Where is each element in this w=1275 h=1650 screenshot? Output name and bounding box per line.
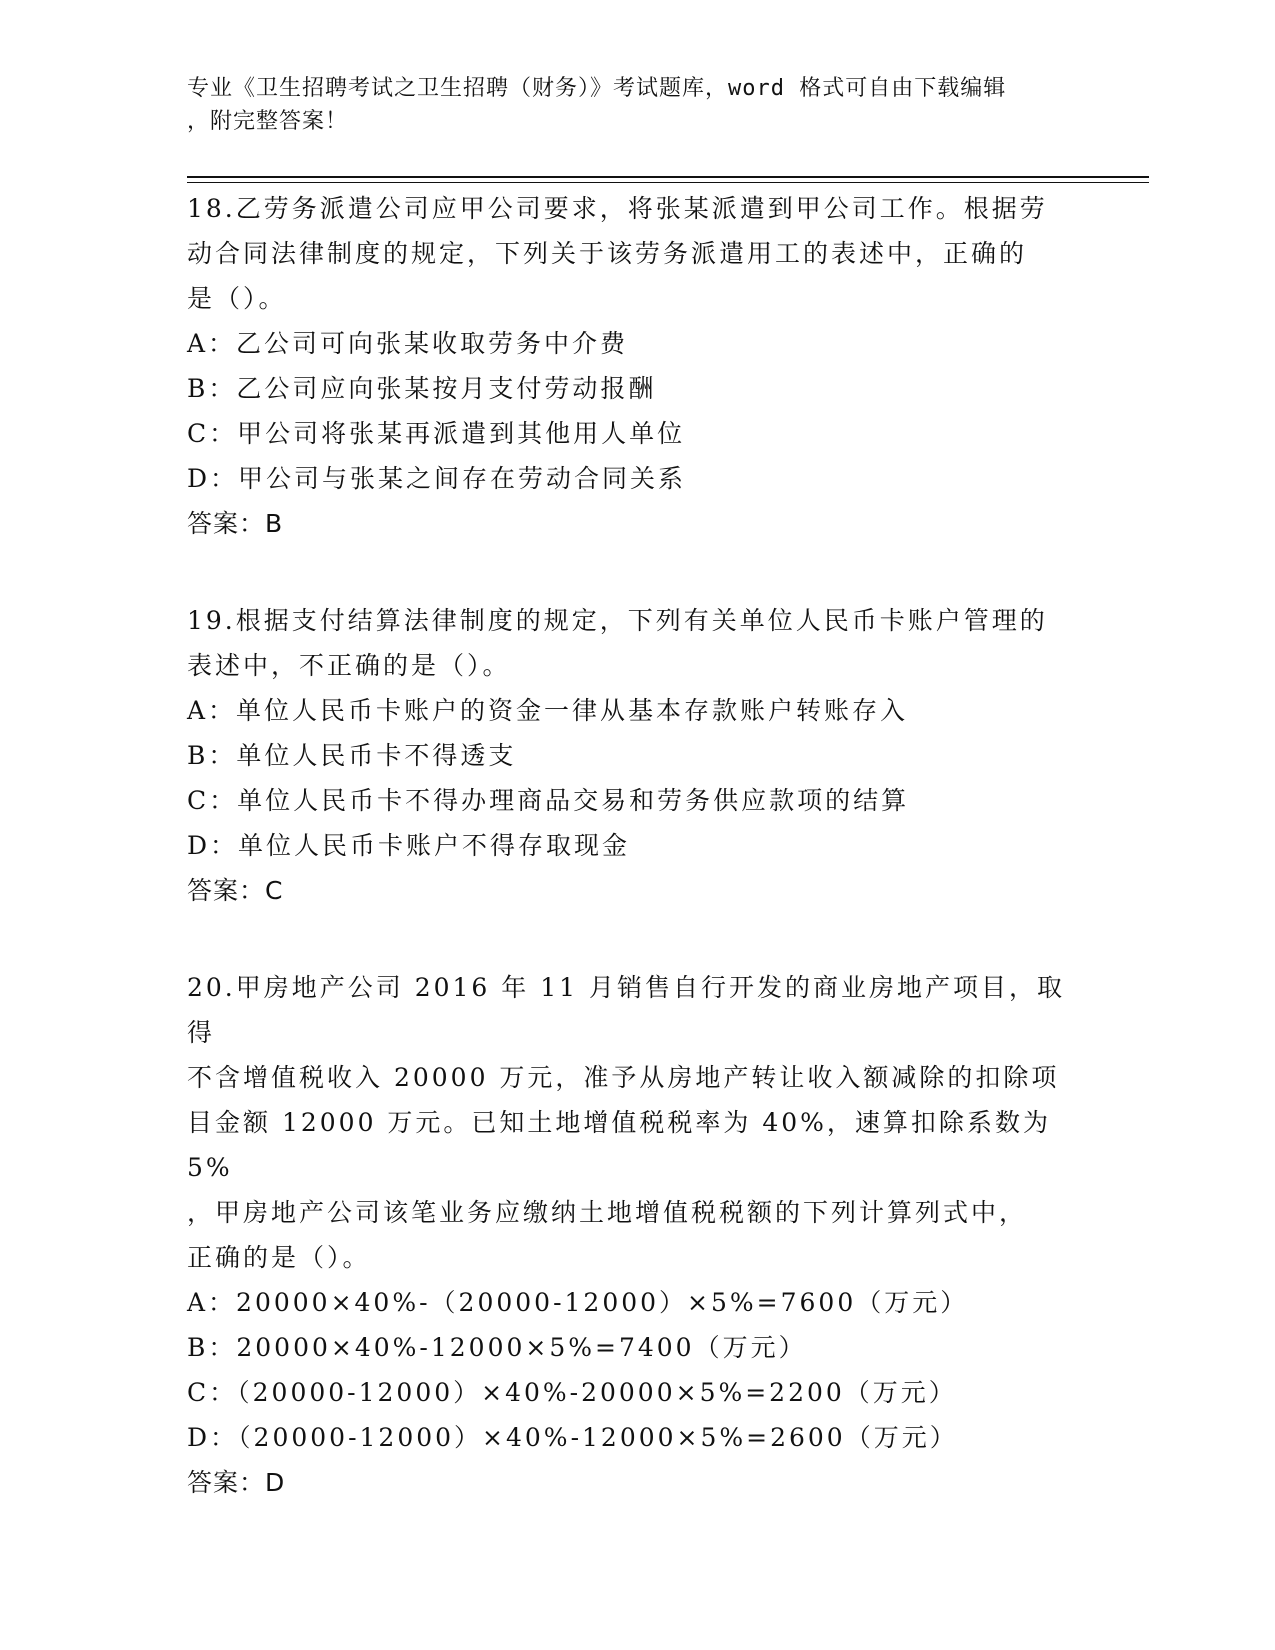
stem-line: 是（）。 — [187, 284, 287, 313]
header-rule-thin — [187, 182, 1149, 183]
option-a: A：20000×40%-（20000-12000）×5%=7600（万元） — [187, 1288, 969, 1317]
stem-line: 目金额 12000 万元。已知土地增值税税率为 40%，速算扣除系数为 5% — [187, 1108, 1051, 1182]
header-line-2: ，附完整答案！ — [187, 109, 349, 134]
option-b: B：20000×40%-12000×5%=7400（万元） — [187, 1333, 807, 1362]
answer-label: 答案：B — [187, 509, 284, 538]
stem-line: 20.甲房地产公司 2016 年 11 月销售自行开发的商业房地产项目，取得 — [187, 973, 1065, 1047]
stem-line: 19.根据支付结算法律制度的规定，下列有关单位人民币卡账户管理的 — [187, 606, 1048, 635]
option-list — [187, 688, 1077, 868]
question-19 — [187, 598, 1077, 913]
stem-line: 表述中，不正确的是（）。 — [187, 651, 511, 680]
stem-line: 不含增值税收入 20000 万元，准予从房地产转让收入额减除的扣除项 — [187, 1063, 1060, 1092]
option-c: C：单位人民币卡不得办理商品交易和劳务供应款项的结算 — [187, 786, 910, 815]
stem-line: 18.乙劳务派遣公司应甲公司要求，将张某派遣到甲公司工作。根据劳 — [187, 194, 1048, 223]
question-20 — [187, 965, 1077, 1505]
question-18 — [187, 186, 1077, 546]
option-d: D：单位人民币卡账户不得存取现金 — [187, 831, 631, 860]
option-list — [187, 321, 1077, 501]
option-d: D：甲公司与张某之间存在劳动合同关系 — [187, 464, 687, 493]
question-list — [187, 186, 1077, 1557]
header-line-1: 专业《卫生招聘考试之卫生招聘（财务）》考试题库，word 格式可自由下载编辑 — [187, 76, 1007, 101]
option-c: C：甲公司将张某再派遣到其他用人单位 — [187, 419, 686, 448]
answer-label: 答案：C — [187, 876, 284, 905]
option-a: A：单位人民币卡账户的资金一律从基本存款账户转账存入 — [187, 696, 909, 725]
question-stem — [187, 598, 1077, 688]
option-d: D：（20000-12000）×40%-12000×5%=2600（万元） — [187, 1423, 958, 1452]
question-stem — [187, 186, 1077, 321]
question-stem — [187, 965, 1077, 1280]
option-b: B：乙公司应向张某按月支付劳动报酬 — [187, 374, 657, 403]
stem-line: 正确的是（）。 — [187, 1243, 371, 1272]
header-rule-thick — [187, 176, 1149, 178]
document-header — [187, 72, 1067, 138]
option-a: A：乙公司可向张某收取劳务中介费 — [187, 329, 629, 358]
stem-line: 动合同法律制度的规定，下列关于该劳务派遣用工的表述中，正确的 — [187, 239, 1028, 268]
answer-label: 答案：D — [187, 1468, 286, 1497]
option-b: B：单位人民币卡不得透支 — [187, 741, 517, 770]
option-list — [187, 1280, 1077, 1460]
stem-line: ，甲房地产公司该笔业务应缴纳土地增值税税额的下列计算列式中， — [187, 1198, 1028, 1227]
option-c: C：（20000-12000）×40%-20000×5%=2200（万元） — [187, 1378, 957, 1407]
